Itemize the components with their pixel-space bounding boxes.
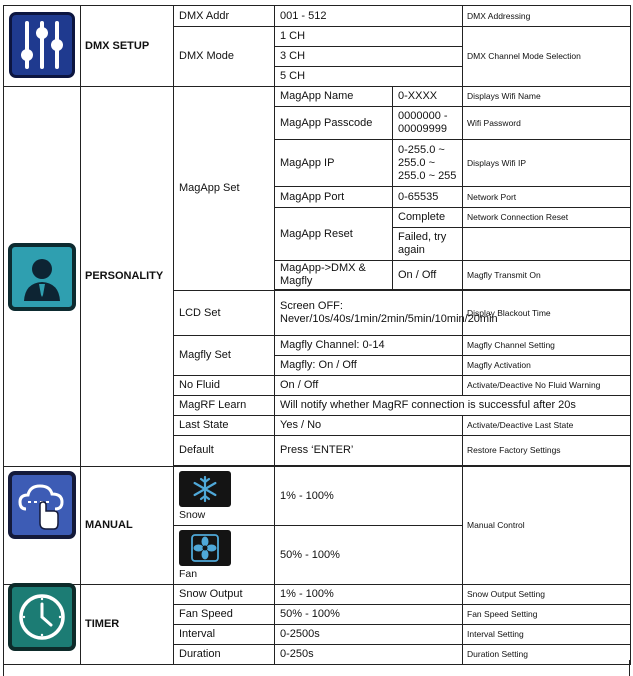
dmx-addr-desc: DMX Addressing: [463, 6, 631, 27]
table-footer-space: [3, 660, 630, 676]
magrf-value: Will notify whether MagRF connection is successful after 20s: [275, 396, 631, 416]
magapp-reset-failed: Failed, try again: [393, 228, 463, 261]
magapp-transmit-label: MagApp->DMX & Magfly: [275, 261, 393, 290]
magapp-reset-complete: Complete: [393, 208, 463, 228]
dmx-addr-label: DMX Addr: [174, 6, 275, 27]
magapp-set-label: MagApp Set: [174, 87, 275, 291]
magapp-ip-value: 0-255.0 ~ 255.0 ~ 255.0 ~ 255: [393, 140, 463, 187]
interval-value: 0-2500s: [275, 625, 463, 645]
interval-label: Interval: [174, 625, 275, 645]
magapp-port-value: 0-65535: [393, 187, 463, 208]
manual-fan-value: 50% - 100%: [275, 526, 463, 585]
default-label: Default: [174, 436, 275, 466]
magfly-set-label: Magfly Set: [174, 336, 275, 376]
dmx-mode-3ch: 3 CH: [275, 47, 463, 67]
magapp-name-value: 0-XXXX: [393, 87, 463, 107]
dmx-icon-cell: [4, 6, 81, 87]
manual-icon-cell: [4, 467, 81, 585]
magfly-channel-value: Magfly Channel: 0-14: [275, 336, 463, 356]
manual-fan-label: Fan: [179, 567, 198, 580]
default-desc: Restore Factory Settings: [463, 436, 631, 466]
fan-speed-desc: Fan Speed Setting: [463, 605, 631, 625]
section-manual: MANUAL: [81, 467, 174, 585]
magapp-passcode-value: 0000000 - 00009999: [393, 107, 463, 140]
magapp-reset-label: MagApp Reset: [275, 208, 393, 261]
magapp-ip-desc: Displays Wifi IP: [463, 140, 631, 187]
manual-fan-cell: [174, 526, 275, 585]
no-fluid-value: On / Off: [275, 376, 463, 396]
snow-output-value: 1% - 100%: [275, 585, 463, 605]
lcd-set-label: LCD Set: [174, 291, 275, 336]
no-fluid-label: No Fluid: [174, 376, 275, 396]
dmx-mode-label: DMX Mode: [174, 27, 275, 87]
magapp-ip-label: MagApp IP: [275, 140, 393, 187]
manual-desc: Manual Control: [463, 467, 631, 585]
magapp-transmit-desc: Magfly Transmit On: [463, 261, 631, 290]
user-icon: [8, 243, 76, 311]
cloud-touch-icon: [8, 471, 76, 539]
magfly-activation-value: Magfly: On / Off: [275, 356, 463, 376]
lcd-set-desc: Display Blackout Time: [463, 291, 631, 336]
duration-value: 0-250s: [275, 645, 463, 665]
last-state-label: Last State: [174, 416, 275, 436]
lcd-set-value: Screen OFF: Never/10s/40s/1min/2min/5min/10min/20min: [275, 291, 463, 336]
magapp-name-desc: Displays Wifi Name: [463, 87, 631, 107]
snowflake-icon: [179, 471, 231, 507]
dmx-mode-1ch: 1 CH: [275, 27, 463, 47]
manual-snow-cell: [174, 467, 275, 526]
last-state-value: Yes / No: [275, 416, 463, 436]
manual-snow-value: 1% - 100%: [275, 467, 463, 526]
magapp-passcode-desc: Wifi Password: [463, 107, 631, 140]
section-dmx-setup: DMX SETUP: [81, 6, 174, 87]
timer-icon-cell: [4, 585, 81, 665]
magapp-port-desc: Network Port: [463, 187, 631, 208]
snow-output-desc: Snow Output Setting: [463, 585, 631, 605]
menu-table: [3, 5, 631, 665]
magrf-label: MagRF Learn: [174, 396, 275, 416]
magapp-transmit-value: On / Off: [393, 261, 463, 290]
fan-speed-label: Fan Speed: [174, 605, 275, 625]
sliders-icon: [9, 12, 75, 78]
interval-desc: Interval Setting: [463, 625, 631, 645]
duration-label: Duration: [174, 645, 275, 665]
clock-icon: [8, 583, 76, 651]
magapp-passcode-label: MagApp Passcode: [275, 107, 393, 140]
magapp-name-label: MagApp Name: [275, 87, 393, 107]
last-state-desc: Activate/Deactive Last State: [463, 416, 631, 436]
duration-desc: Duration Setting: [463, 645, 631, 665]
dmx-mode-desc: DMX Channel Mode Selection: [463, 27, 631, 87]
magapp-reset-desc: Network Connection Reset: [463, 208, 631, 228]
magfly-channel-desc: Magfly Channel Setting: [463, 336, 631, 356]
dmx-mode-5ch: 5 CH: [275, 67, 463, 87]
default-value: Press ‘ENTER’: [275, 436, 463, 466]
fan-speed-value: 50% - 100%: [275, 605, 463, 625]
snow-output-label: Snow Output: [174, 585, 275, 605]
magfly-activation-desc: Magfly Activation: [463, 356, 631, 376]
fan-icon: [179, 530, 231, 566]
magapp-reset-empty: [463, 228, 631, 261]
personality-icon-cell: [4, 87, 81, 467]
manual-snow-label: Snow: [179, 508, 206, 521]
dmx-addr-value: 001 - 512: [275, 6, 463, 27]
magapp-port-label: MagApp Port: [275, 187, 393, 208]
no-fluid-desc: Activate/Deactive No Fluid Warning: [463, 376, 631, 396]
section-timer: TIMER: [81, 585, 174, 665]
section-personality: PERSONALITY: [81, 87, 174, 467]
